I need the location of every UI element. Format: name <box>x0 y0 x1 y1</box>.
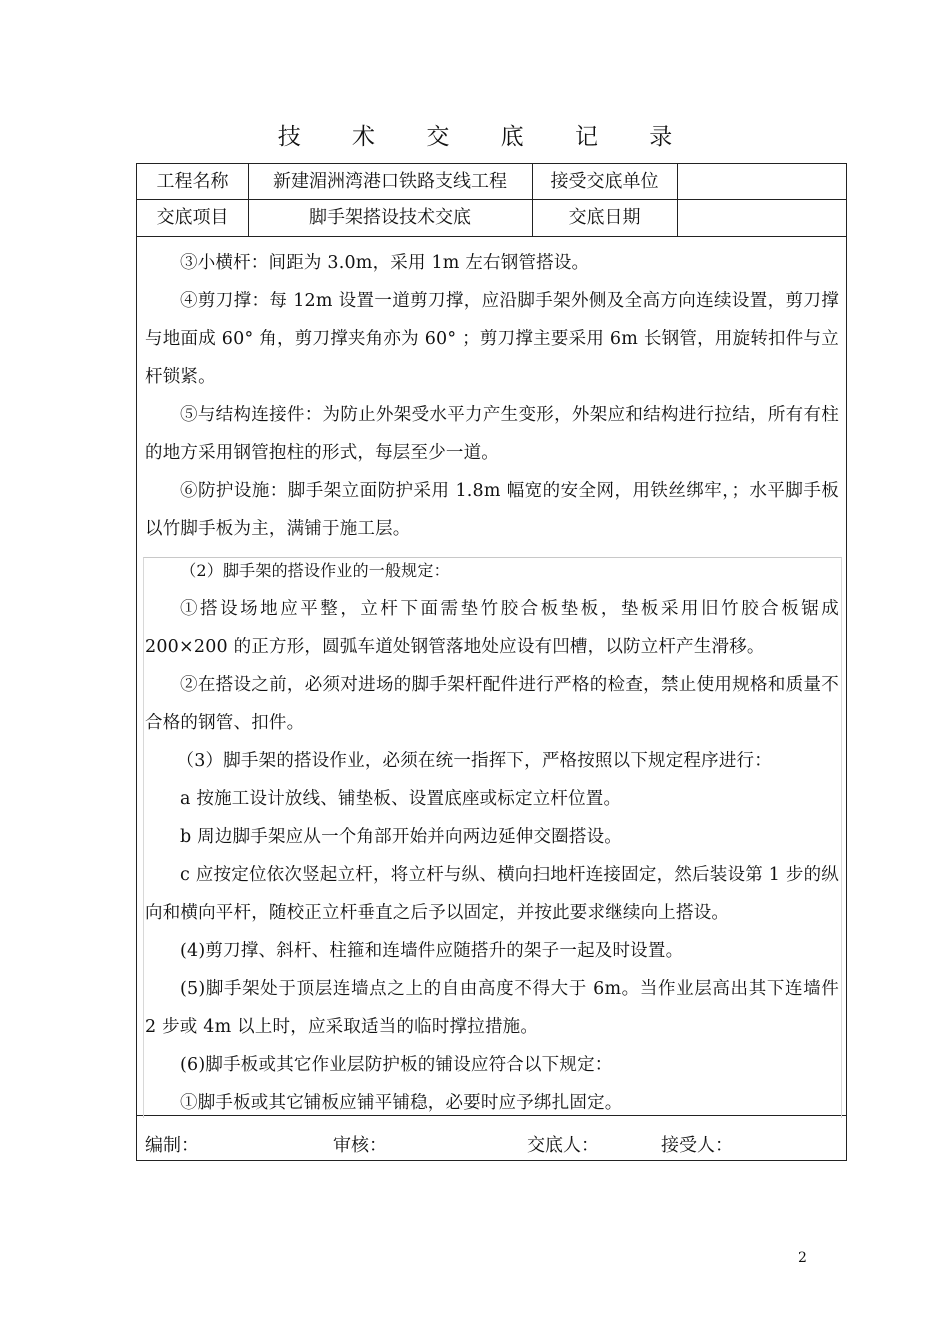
item-value: 脚手架搭设技术交底 <box>309 207 471 228</box>
reviewed-by-label: 审核： <box>333 1135 387 1156</box>
discloser-label: 交底人： <box>527 1135 599 1156</box>
content-paragraph: （2）脚手架的搭设作业的一般规定： <box>180 561 450 580</box>
disclosure-content-part2 <box>145 552 839 1122</box>
content-paragraph: ①脚手板或其它铺板应铺平铺稳，必要时应予绑扎固定。 <box>180 1093 623 1113</box>
content-paragraph: ④剪刀撑：每 12m 设置一道剪刀撑，应沿脚手架外侧及全高方向连续设置，剪刀撑与地面成 60° 角，剪刀撑夹角亦为 60° ；剪刀撑主要采用 6m 长钢管，用旋转扣件与立杆锁紧。 <box>145 291 839 387</box>
item-label: 交底项目 <box>156 207 229 228</box>
col-divider <box>677 164 678 236</box>
content-paragraph: c 应按定位依次竖起立杆，将立杆与纵、横向扫地杆连接固定，然后装设第 1 步的纵向和横向平杆，随校正立杆垂直之后予以固定，并按此要求继续向上搭设。 <box>145 865 839 923</box>
content-paragraph: a 按施工设计放线、铺垫板、设置底座或标定立杆位置。 <box>180 789 622 809</box>
content-paragraph: (5)脚手架处于顶层连墙点之上的自由高度不得大于 6m。当作业层高出其下连墙件 2 步或 4m 以上时，应采取适当的临时撑拉措施。 <box>145 979 839 1037</box>
content-paragraph: ⑥防护设施：脚手架立面防护采用 1.8m 幅宽的安全网，用铁丝绑牢，；水平脚手板以竹脚手板为主，满铺于施工层。 <box>145 481 839 539</box>
content-paragraph: ⑤与结构连接件：为防止外架受水平力产生变形，外架应和结构进行拉结，所有有柱的地方采用钢管抱柱的形式，每层至少一道。 <box>145 405 839 463</box>
project-name-value: 新建湄洲湾港口铁路支线工程 <box>273 171 507 192</box>
disclosure-content-part1 <box>145 244 839 548</box>
content-paragraph: b 周边脚手架应从一个角部开始并向两边延伸交圈搭设。 <box>180 827 622 847</box>
document-title: 技 术 交 底 记 录 <box>277 124 695 150</box>
content-paragraph: （3）脚手架的搭设作业，必须在统一指挥下，严格按照以下规定程序进行： <box>176 751 772 771</box>
row-divider <box>137 199 846 200</box>
content-paragraph: ①搭设场地应平整，立杆下面需垫竹胶合板垫板，垫板采用旧竹胶合板锯成 200×200 的正方形，圆弧车道处钢管落地处应设有凹槽，以防立杆产生滑移。 <box>145 599 839 657</box>
page-number: 2 <box>798 1250 807 1266</box>
content-paragraph: (4)剪刀撑、斜杆、柱箍和连墙件应随搭升的架子一起及时设置。 <box>180 941 684 961</box>
receiver-label: 接受人： <box>661 1135 733 1156</box>
content-paragraph: ③小横杆：间距为 3.0m，采用 1m 左右钢管搭设。 <box>180 253 590 273</box>
compiled-by-label: 编制： <box>145 1135 199 1156</box>
disclosure-form <box>136 163 847 1161</box>
content-paragraph: ②在搭设之前，必须对进场的脚手架杆配件进行严格的检查，禁止使用规格和质量不合格的钢管、扣件。 <box>145 675 839 733</box>
project-name-label: 工程名称 <box>156 171 229 192</box>
row-divider <box>137 236 846 237</box>
date-label: 交底日期 <box>568 207 641 228</box>
content-paragraph: (6)脚手板或其它作业层防护板的铺设应符合以下规定： <box>180 1055 613 1075</box>
receiving-unit-label: 接受交底单位 <box>550 171 659 192</box>
